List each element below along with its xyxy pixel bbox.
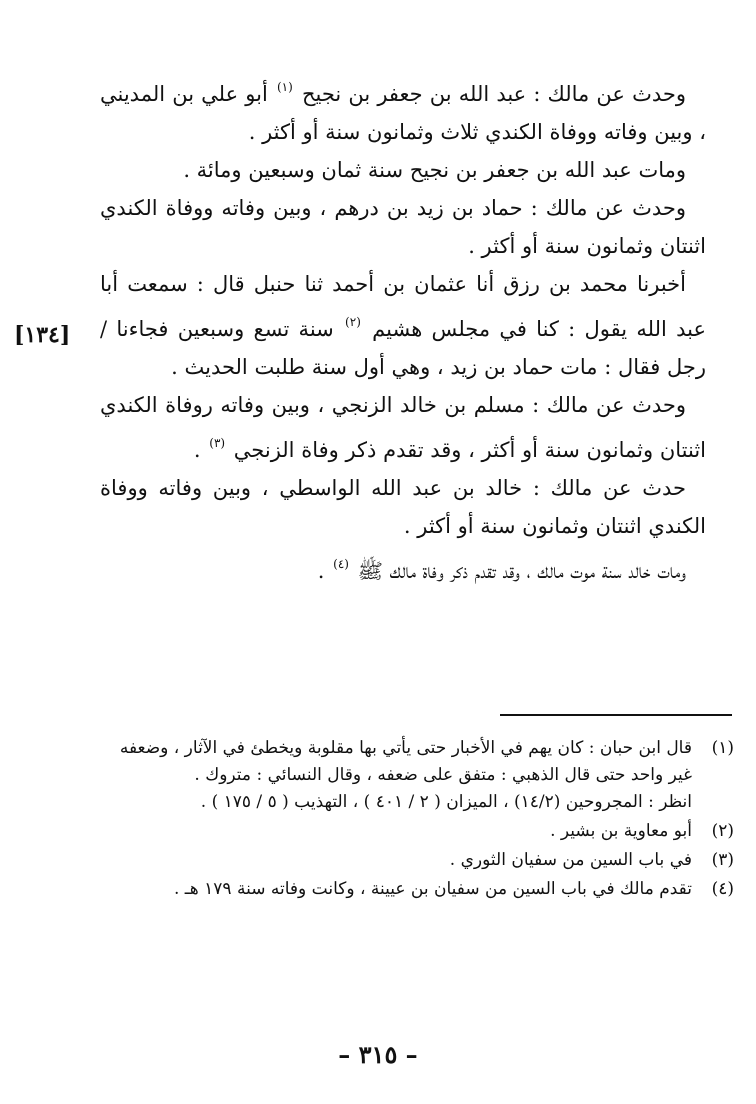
text-line: أخبرنا محمد بن رزق أنا عثمان بن أحمد ثنا حنبل قال : سمعت أبا عبد الله [100, 272, 706, 341]
text-line: اثنتان وثمانون سنة أو أكثر . [403, 514, 642, 538]
footnote-number: (٤) [711, 879, 734, 899]
footnotes [100, 735, 734, 905]
paragraph-4 [100, 265, 706, 386]
text-line: اثنتان وثمانون سنة أو أكثر ، وقد تقدم ذكر وفاة الزنجي [233, 438, 706, 462]
text-line: حماد بن زيد ، وهي أول سنة طلبت الحديث . [171, 355, 554, 379]
paragraph-7 [100, 545, 706, 590]
paragraph-2 [100, 151, 706, 189]
text-line: اثنتان وثمانون سنة أو أكثر . [468, 234, 706, 258]
text-line: ومات عبد الله بن جعفر بن نجيح سنة ثمان وسبعين ومائة . [183, 158, 686, 182]
text-line: حدث عن مالك : خالد بن عبد الله الواسطي ، وبين وفاته ووفاة الكندي [100, 476, 706, 538]
footnote-ref[interactable]: (٣) [209, 436, 226, 450]
footnote-ref[interactable]: (٤) [333, 557, 349, 571]
footnote-line: في باب السين من سفيان الثوري . [449, 850, 692, 870]
footnote-line: تقدم مالك في باب السين من سفيان بن عيينة ، وكانت وفاته سنة ١٧٩ هـ . [174, 879, 692, 899]
text-line: وحدث عن مالك : عبد الله بن جعفر بن نجيح [301, 82, 686, 106]
footnote-number: (٣) [711, 850, 734, 870]
footnote-number: (١) [711, 738, 734, 758]
footnote-line: غير واحد حتى قال الذهبي : متفق على ضعفه ، وقال النسائي : متروك . [194, 765, 692, 785]
footnote-ref[interactable]: (٢) [345, 315, 361, 329]
text-line: وبين وفاته ووفاة الكندي ثلاث وثمانون سنة أو أكثر . [248, 120, 693, 144]
paragraph-3 [100, 189, 706, 265]
page-number: – ٣١٥ – [338, 1040, 418, 1069]
text-line: وحدث عن مالك : حماد بن زيد بن درهم ، وبين وفاته ووفاة الكندي [100, 196, 686, 220]
text-line: . [317, 559, 325, 583]
text-line: وحدث عن مالك : مسلم بن خالد الزنجي ، وبين وفاته روفاة الكندي [100, 393, 686, 417]
footnote-ref[interactable]: (١) [276, 80, 293, 94]
footnote-1 [100, 735, 734, 816]
paragraph-5 [100, 386, 706, 469]
text-line: . [193, 438, 201, 462]
text-line: يقول : كنا في مجلس هشيم [372, 317, 628, 341]
footnote-line: انظر : المجروحين (١٤/٢) ، الميزان ( ٢ / ٤٠١ ) ، التهذيب ( ٥ / ١٧٥ ) . [200, 792, 692, 812]
footnote-4 [100, 876, 734, 903]
main-text [100, 68, 706, 590]
text-line: ومات خالد سنة موت مالك ، وقد تقدم ذكر وفاة مالك ﷺ [357, 559, 686, 583]
text-line: سنة تسع وسبعين فجاءنا / رجل فقال : مات [100, 317, 706, 379]
footnote-3 [100, 847, 734, 874]
footnote-2 [100, 818, 734, 845]
footnote-line: قال ابن حبان : كان يهم في الأخبار حتى يأتي بها مقلوبة ويخطئ في الآثار ، وضعفه [119, 738, 692, 758]
paragraph-6 [100, 469, 706, 545]
footnote-divider [500, 714, 732, 716]
footnote-line: أبو معاوية بن بشير . [550, 821, 692, 841]
manuscript-folio-mark: [١٣٤] [14, 322, 71, 348]
paragraph-1 [100, 68, 706, 151]
text-line: أبو علي بن المديني ، [100, 82, 706, 144]
footnote-number: (٢) [711, 821, 734, 841]
